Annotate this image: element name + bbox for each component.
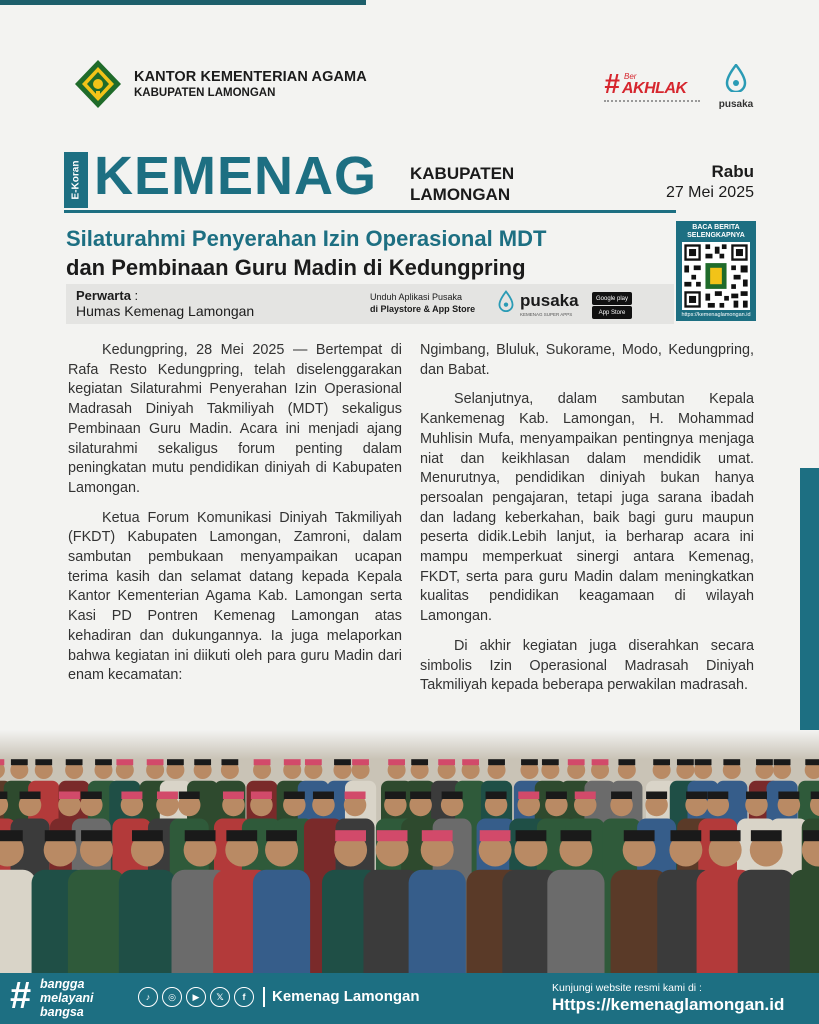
pusaka-brand-sub: KEMENAG SUPER APPS [520,312,573,317]
footer-bar [0,973,819,1024]
byline-colon: : [130,288,139,303]
tagline [40,977,94,1019]
paragraph: Di akhir kegiatan juga diserahkan secara simbolis Izin Operasional Madrasah Diniyah Takmiliyah kepada beberapa perwakilan madrasah. [420,637,754,694]
google-play-badge[interactable]: Google play [592,292,632,305]
pusaka-app-brand[interactable] [498,290,579,317]
social-links [138,987,254,1007]
byline-bar [66,284,674,324]
pusaka-brand-label: pusaka [520,291,579,310]
youtube-icon[interactable]: ▶ [186,987,206,1007]
masthead-rule [64,210,676,213]
instagram-icon[interactable]: ◎ [162,987,182,1007]
kemenag-logo [72,58,124,110]
qr-url[interactable]: https://kemenaglamongan.id [681,312,751,318]
qr-label-line2: SELENGKAPNYA [687,232,745,240]
masthead-region [410,164,514,205]
app-promo-line2: di Playstore & App Store [370,304,476,315]
article-subtitle: dan Pembinaan Guru Madin di Kedungpring [66,255,526,280]
paragraph: Selanjutnya, dalam sambutan Kepala Kankemenag Kab. Lamongan, H. Mohammad Muhlisin Mufa, menyampaikan pentingnya menjaga niat dan keikhlasan dalam mendidik umat. Menurutnya, pendidikan diniyah bukan hanya persoalan pengajaran, tetapi juga sarana ibadah dan ladang keberkahan, baik bagi guru maupun peserta didik.Lebih lanjut, ia berharap acara ini mampu memperkuat sinergi antara Kemenag, FKDT, serta para guru Madin dalam meningkatkan kualitas pendidikan keagamaan di wilayah Lamongan. [420,391,754,625]
masthead-title: KEMENAG [94,146,378,206]
paragraph: Kedungpring, 28 Mei 2025 — Bertempat di Rafa Resto Kedungpring, telah diselenggarakan kegiatan Silaturahmi Penyerahan Izin Operasional Madrasah Diniyah Takmiliyah (MDT) sekaligus Pembinaan Guru Madin. Acara ini menjadi ajang silaturahmi sekaligus forum penting dalam peningkatan mutu pendidikan diniyah di Kabupaten Lamongan. [68,342,402,496]
group-photo [0,730,819,973]
facebook-icon[interactable]: f [234,987,254,1007]
paragraph: Ngimbang, Bluluk, Sukorame, Modo, Kedungpring, dan Babat. [420,342,754,378]
x-icon[interactable]: 𝕏 [210,987,230,1007]
issue-date: 27 Mei 2025 [665,184,754,201]
org-header [72,58,367,110]
tagline-line1: bangga [40,977,85,991]
ekoran-label: E-Koran [70,160,82,200]
qr-label [676,224,756,240]
top-accent-strip [0,0,366,5]
tagline-line3: bangsa [40,1005,84,1019]
ekoran-tab [64,152,88,208]
issue-day: Rabu [711,162,754,181]
masthead [64,146,756,216]
tiktok-icon[interactable]: ♪ [138,987,158,1007]
paragraph: Ketua Forum Komunikasi Diniyah Takmiliyah (FKDT) Kabupaten Lamongan, Zamroni, dalam sambutan pembukaan menyampaikan ucapan terima kasih dan selamat datang kepada Kepala Kantor Kementerian Agama Kab. Lamongan serta Kasi PD Pontren Kemenag Lamongan atas kehadiran dan dukungannya. Ia juga melaporkan bahwa kegiatan ini diikuti oleh para guru Madin dari enam kecamatan: [68,509,402,684]
akhlak-logo: # Ber AKHLAK [604,70,700,112]
byline-label [76,288,138,303]
article-column-right [420,341,754,706]
tagline-line2: melayani [40,991,94,1005]
pusaka-drop-icon [498,290,514,312]
footer-divider [263,987,265,1007]
article-title: Silaturahmi Penyerahan Izin Operasional MDT [66,226,547,251]
byline-label-text: Perwarta [76,288,131,303]
akhlak-word: AKHLAK [622,80,687,97]
byline-author: Humas Kemenag Lamongan [76,303,255,319]
hashtag-icon: # [10,975,32,1017]
org-region: KABUPATEN LAMONGAN [134,87,276,99]
website-link[interactable]: Https://kemenaglamongan.id [552,995,785,1014]
app-promo-text [370,291,475,315]
visit-text: Kunjungi website resmi kami di : [552,982,702,994]
qr-label-line1: BACA BERITA [692,224,740,231]
article-column-left [68,341,402,696]
org-name: KANTOR KEMENTERIAN AGAMA [134,69,367,85]
akhlak-ber: Ber [624,72,637,81]
app-promo-line1: Unduh Aplikasi Pusaka [370,292,463,302]
pusaka-label: pusaka [718,99,754,110]
masthead-region-line1: KABUPATEN [410,164,515,183]
qr-box[interactable] [676,221,756,321]
app-store-badge[interactable]: App Store [592,306,632,319]
qr-code-icon[interactable] [682,242,750,310]
pusaka-logo [716,64,756,110]
pusaka-drop-icon [725,64,747,92]
masthead-region-line2: LAMONGAN [410,184,511,204]
social-handle[interactable]: Kemenag Lamongan [272,988,420,1005]
